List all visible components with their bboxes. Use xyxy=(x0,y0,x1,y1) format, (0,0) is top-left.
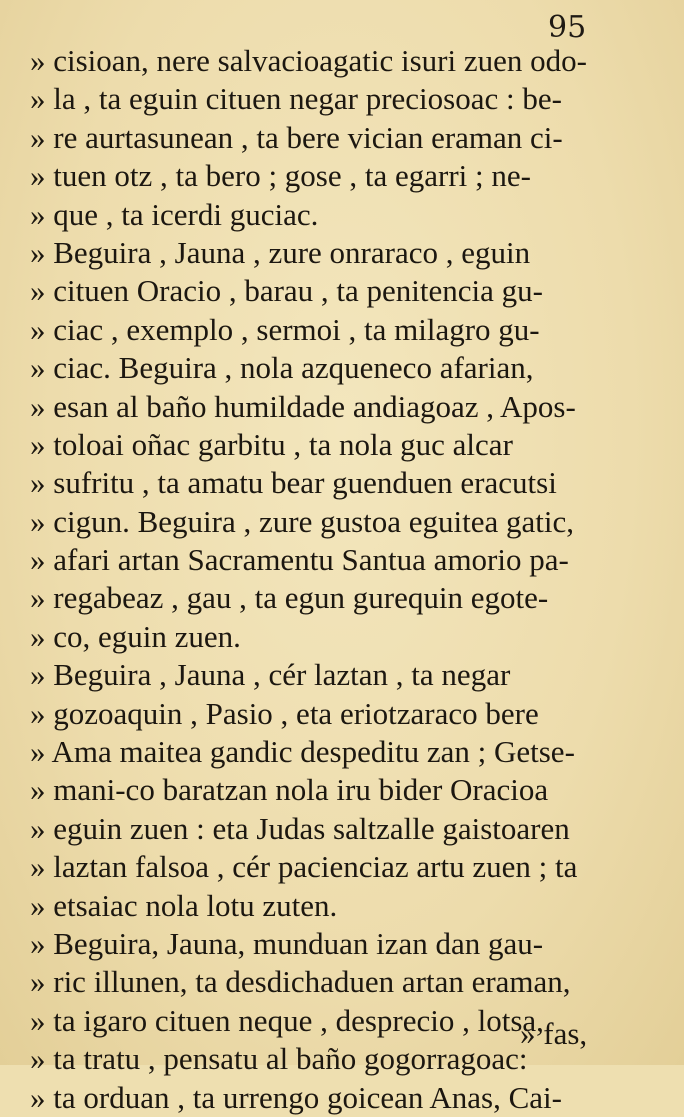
text-line: » Beguira , Jauna , zure onraraco , eguin xyxy=(30,234,531,270)
page-number: 95 xyxy=(548,10,587,45)
text-line: » Beguira, Jauna, munduan izan dan gau- xyxy=(30,925,544,961)
text-line: » etsaiac nola lotu zuten. xyxy=(30,887,338,923)
text-line: » laztan falsoa , cér pacienciaz artu zuen ; ta xyxy=(30,849,578,885)
text-line: » toloai oñac garbitu , ta nola guc alcar xyxy=(30,426,513,462)
text-line: » tuen otz , ta bero ; gose , ta egarri ; ne- xyxy=(30,158,531,194)
text-line: » ciac. Beguira , nola azqueneco afarian, xyxy=(30,350,534,386)
text-line: » ta tratu , pensatu al baño gogorragoac: xyxy=(30,1041,528,1077)
text-line: » cisioan, nere salvacioagatic isuri zuen odo- xyxy=(30,43,587,78)
text-line: » la , ta eguin cituen negar preciosoac : be- xyxy=(30,81,562,117)
text-line: » co, eguin zuen. xyxy=(30,618,241,654)
text-line: » Ama maitea gandic despeditu zan ; Getse- xyxy=(30,734,575,770)
catchword: » fas, xyxy=(520,1016,588,1051)
text-line: » que , ta icerdi guciac. xyxy=(30,196,319,232)
text-line: » ta orduan , ta urrengo goicean Anas, Cai- xyxy=(30,1079,562,1115)
text-line: » ric illunen, ta desdichaduen artan eraman, xyxy=(30,964,571,1000)
text-line: » cituen Oracio , barau , ta penitencia gu- xyxy=(30,273,543,309)
text-line: » regabeaz , gau , ta egun gurequin egote- xyxy=(30,580,549,616)
body-text xyxy=(30,42,630,1117)
text-line: » cigun. Beguira , zure gustoa eguitea gatic, xyxy=(30,503,575,539)
text-line: » re aurtasunean , ta bere vician eraman ci- xyxy=(30,119,563,155)
text-line: » Beguira , Jauna , cér laztan , ta negar xyxy=(30,657,511,693)
text-line: » mani-co baratzan nola iru bider Oracioa xyxy=(30,772,549,808)
text-line: » afari artan Sacramentu Santua amorio pa- xyxy=(30,542,569,578)
text-line: » eguin zuen : eta Judas saltzalle gaistoaren xyxy=(30,810,570,846)
text-line: » ciac , exemplo , sermoi , ta milagro gu- xyxy=(30,311,540,347)
text-line: » gozoaquin , Pasio , eta eriotzaraco bere xyxy=(30,695,539,731)
text-line: » esan al baño humildade andiagoaz , Apos- xyxy=(30,388,576,424)
text-line: » ta igaro cituen neque , desprecio , lotsa, xyxy=(30,1002,544,1038)
text-line: » sufritu , ta amatu bear guenduen eracutsi xyxy=(30,465,557,501)
